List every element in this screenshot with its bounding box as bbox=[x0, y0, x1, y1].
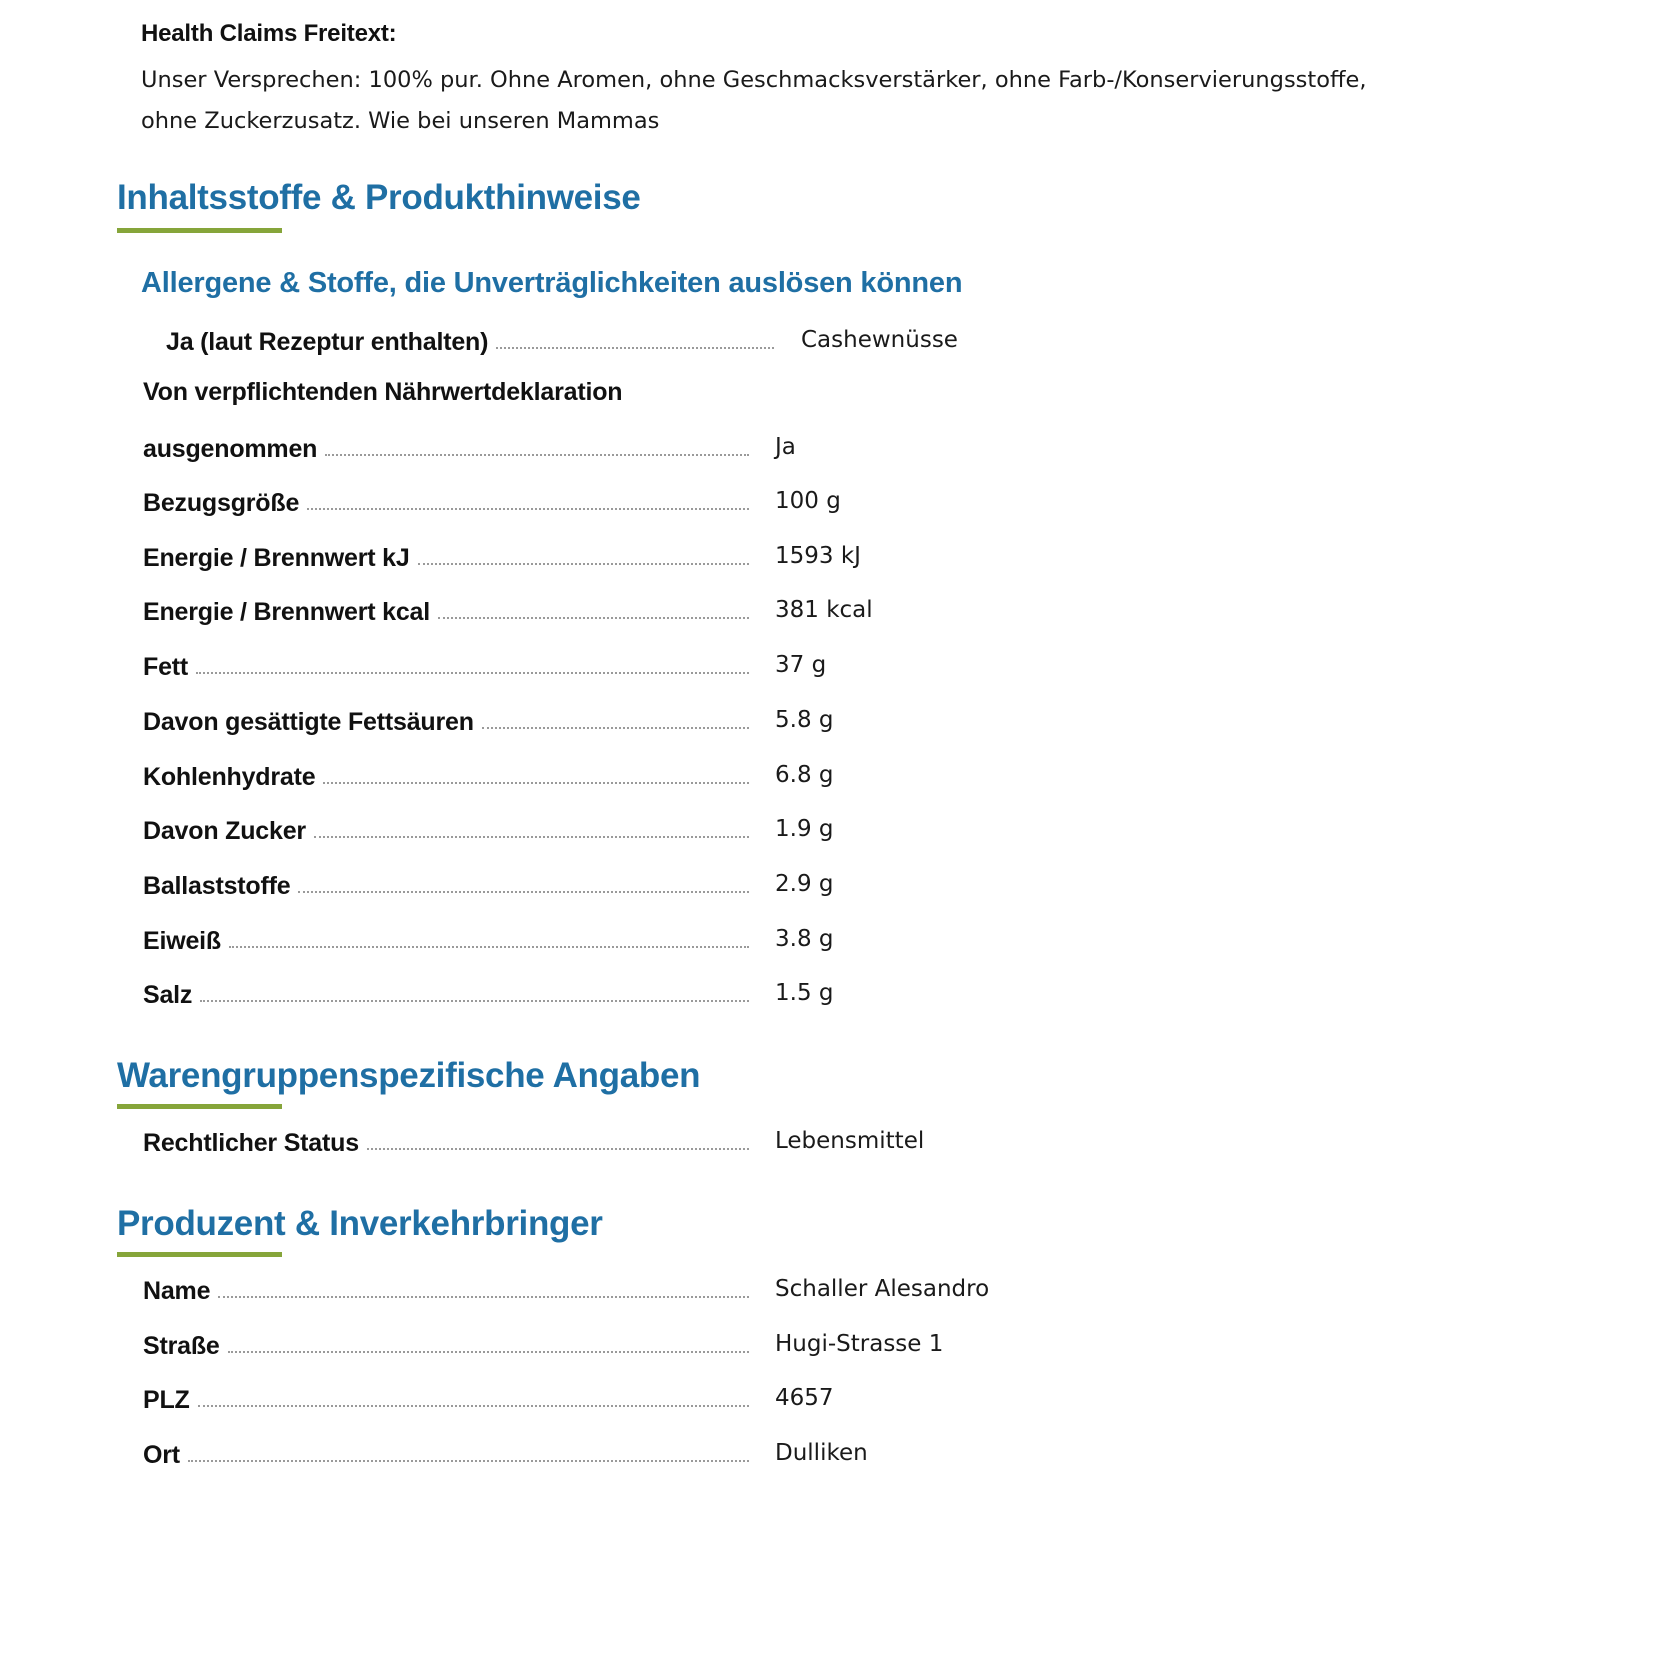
table-row bbox=[143, 646, 827, 682]
nutrition-value: 37 g bbox=[775, 652, 827, 679]
producer-label: PLZ bbox=[143, 1386, 190, 1415]
nutrition-label: Energie / Brennwert kcal bbox=[143, 598, 430, 627]
exempt-label-line-2: ausgenommen bbox=[143, 435, 318, 463]
producer-value: Schaller Alesandro bbox=[775, 1276, 990, 1302]
table-row bbox=[143, 756, 834, 792]
dot-leader bbox=[323, 782, 749, 784]
nutrition-value: 5.8 g bbox=[775, 706, 834, 733]
producer-value: Dulliken bbox=[775, 1440, 868, 1467]
nutrition-value: 1.5 g bbox=[775, 980, 834, 1007]
table-row bbox=[143, 1325, 944, 1361]
producer-label: Ort bbox=[143, 1441, 180, 1470]
dot-leader bbox=[307, 508, 749, 510]
nutrition-value: 381 kcal bbox=[775, 597, 873, 624]
exempt-row bbox=[143, 428, 796, 464]
producer-value: Hugi-Strasse 1 bbox=[775, 1330, 944, 1357]
table-row bbox=[143, 1379, 834, 1415]
table-row bbox=[143, 1434, 868, 1470]
dot-leader bbox=[367, 1148, 749, 1150]
health-claims-line-1: Unser Versprechen: 100% pur. Ohne Aromen, ohne Geschmacksverstärker, ohne Farb-/Konservierungsstoffe, bbox=[141, 67, 1367, 93]
nutrition-value: 2.9 g bbox=[775, 870, 834, 897]
dot-leader bbox=[438, 617, 749, 619]
nutrition-value: 100 g bbox=[775, 488, 841, 514]
table-row bbox=[143, 1270, 990, 1306]
nutrition-value: 1593 kJ bbox=[775, 542, 861, 569]
dot-leader bbox=[496, 347, 774, 349]
table-row bbox=[143, 591, 873, 627]
nutrition-label: Ballaststoffe bbox=[143, 871, 291, 900]
dot-leader bbox=[198, 1405, 749, 1407]
dot-leader bbox=[325, 454, 749, 456]
nutrition-label: Davon gesättigte Fettsäuren bbox=[143, 707, 474, 736]
nutrition-value: 3.8 g bbox=[775, 925, 834, 952]
product-group-label: Rechtlicher Status bbox=[143, 1129, 359, 1157]
health-claims-text bbox=[141, 60, 1461, 142]
nutrition-value: 6.8 g bbox=[775, 761, 834, 788]
producer-label: Name bbox=[143, 1277, 211, 1305]
section-underline bbox=[117, 228, 282, 233]
dot-leader bbox=[188, 1460, 749, 1462]
section-heading-product-group: Warengruppenspezifische Angaben bbox=[117, 1056, 701, 1095]
nutrition-value: 1.9 g bbox=[775, 816, 834, 843]
dot-leader bbox=[418, 563, 749, 565]
nutrition-label: Energie / Brennwert kJ bbox=[143, 543, 410, 572]
table-row bbox=[143, 537, 861, 573]
section-underline bbox=[117, 1104, 282, 1109]
producer-label: Straße bbox=[143, 1331, 220, 1360]
dot-leader bbox=[218, 1296, 749, 1298]
nutrition-label: Salz bbox=[143, 981, 193, 1010]
table-row bbox=[143, 920, 834, 956]
table-row bbox=[143, 865, 834, 901]
nutrition-label: Davon Zucker bbox=[143, 817, 306, 846]
health-claims-title: Health Claims Freitext: bbox=[141, 20, 397, 47]
producer-value: 4657 bbox=[775, 1385, 834, 1412]
dot-leader bbox=[229, 946, 749, 948]
dot-leader bbox=[314, 836, 749, 838]
table-row bbox=[143, 810, 834, 846]
table-row bbox=[143, 974, 834, 1010]
product-group-value: Lebensmittel bbox=[775, 1128, 925, 1154]
dot-leader bbox=[298, 891, 749, 893]
exempt-value: Ja bbox=[775, 434, 796, 460]
section-heading-producer: Produzent & Inverkehrbringer bbox=[117, 1204, 603, 1243]
health-claims-line-2: ohne Zuckerzusatz. Wie bei unseren Mammas bbox=[141, 108, 660, 134]
allergen-value: Cashewnüsse bbox=[801, 327, 958, 353]
section-heading-ingredients: Inhaltsstoffe & Produkthinweise bbox=[117, 178, 641, 217]
table-row bbox=[143, 1122, 925, 1158]
allergen-label: Ja (laut Rezeptur enthalten) bbox=[166, 328, 489, 356]
exempt-label-line-1: Von verpflichtenden Nährwertdeklaration bbox=[143, 378, 623, 406]
dot-leader bbox=[196, 672, 749, 674]
dot-leader bbox=[228, 1351, 749, 1353]
table-row bbox=[143, 701, 834, 737]
dot-leader bbox=[200, 1000, 749, 1002]
nutrition-label: Kohlenhydrate bbox=[143, 762, 316, 791]
nutrition-label: Bezugsgröße bbox=[143, 489, 300, 517]
sub-heading-allergens: Allergene & Stoffe, die Unverträglichkeiten auslösen können bbox=[141, 267, 963, 299]
nutrition-label: Eiweiß bbox=[143, 926, 221, 955]
dot-leader bbox=[482, 727, 749, 729]
allergen-row bbox=[166, 321, 958, 357]
section-underline bbox=[117, 1252, 282, 1257]
nutrition-label: Fett bbox=[143, 653, 189, 682]
table-row bbox=[143, 482, 841, 518]
